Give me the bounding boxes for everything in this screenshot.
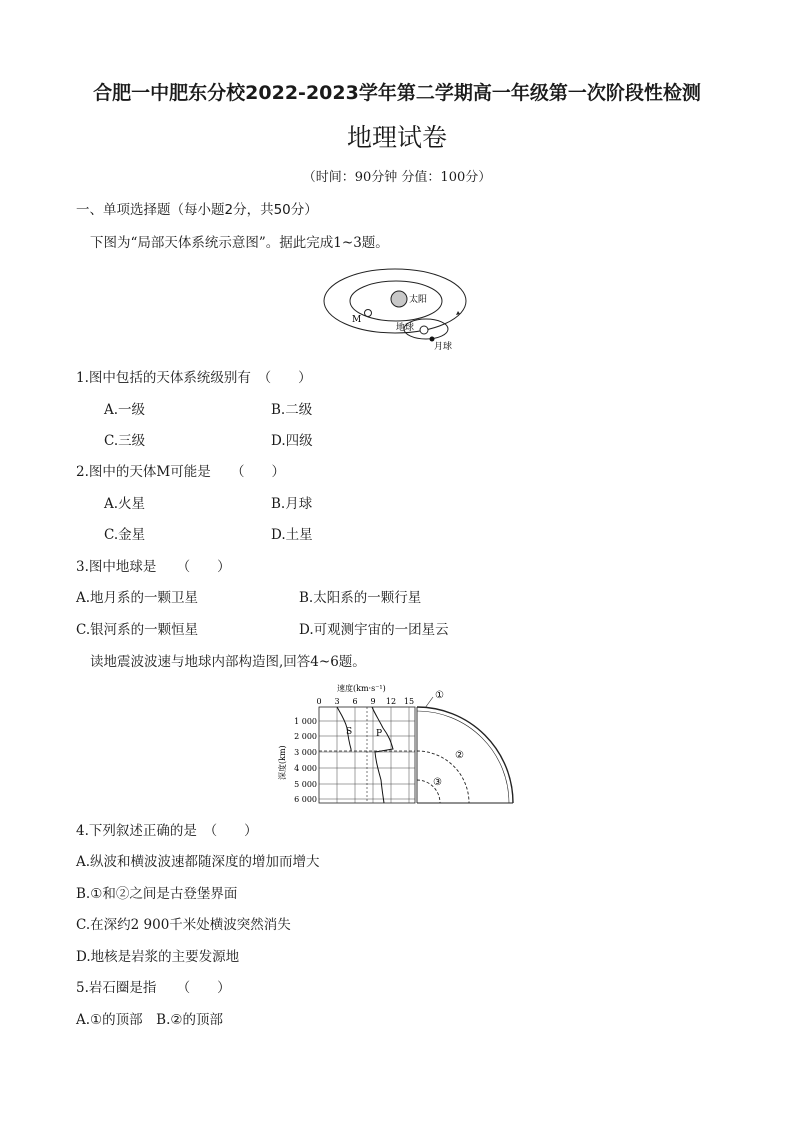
depth-tick: 1 000	[294, 717, 317, 726]
speed-ticks	[316, 697, 414, 706]
earth-icon	[420, 326, 428, 334]
sun-icon	[391, 291, 407, 307]
speed-tick: 6	[352, 697, 358, 706]
exam-meta: （时间：90分钟 分值：100分）	[302, 170, 492, 185]
q4-option-c: C.在深约2 900千米处横波突然消失	[76, 917, 291, 933]
figure2-intro: 读地震波波速与地球内部构造图,回答4~6题。	[90, 654, 366, 670]
depth-axis-label: 深度(km)	[278, 745, 287, 780]
q2-option-d: D.土星	[271, 527, 313, 543]
speed-axis-label: 速度(km·s⁻¹)	[337, 684, 386, 693]
q4-option-a: A.纵波和横波波速都随深度的增加而增大	[76, 854, 320, 870]
s-wave-label: S	[346, 727, 353, 737]
q1-option-c: C.三级	[104, 433, 146, 449]
seismic-wave-diagram	[275, 680, 520, 808]
exam-subject: 地理试卷	[346, 123, 447, 152]
speed-tick: 12	[385, 697, 397, 706]
depth-tick: 6 000	[294, 795, 317, 804]
q1-option-d: D.四级	[271, 433, 313, 449]
speed-tick: 9	[370, 697, 376, 706]
question-4-stem: 4.下列叙述正确的是 （ ）	[76, 823, 258, 839]
celestial-system-diagram	[320, 266, 475, 354]
earth-quarter-section	[417, 707, 513, 803]
q2-option-c: C.金星	[104, 527, 146, 543]
q4-option-d: D.地核是岩浆的主要发源地	[76, 949, 240, 965]
question-5-stem: 5.岩石圈是指 （ ）	[76, 980, 231, 996]
q3-option-c: C.银河系的一颗恒星	[76, 622, 199, 638]
earth-label: 地球	[396, 323, 415, 333]
p-wave-label: P	[376, 729, 383, 739]
depth-tick: 3 000	[294, 748, 317, 757]
speed-tick: 0	[316, 697, 322, 706]
question-1-stem: 1.图中包括的天体系统级别有 （ ）	[76, 370, 312, 386]
q1-option-a: A.一级	[104, 402, 146, 418]
speed-tick: 3	[334, 697, 340, 706]
moon-icon	[430, 337, 435, 342]
q2-option-a: A.火星	[104, 496, 146, 512]
exam-title: 合肥一中肥东分校2022-2023学年第二学期高一年级第一次阶段性检测	[93, 82, 701, 104]
depth-tick: 4 000	[294, 764, 317, 773]
planet-m-label: M	[352, 315, 362, 325]
section-heading: 一、单项选择题（每小题2分，共50分）	[76, 202, 318, 218]
layer-3-label: ③	[433, 777, 442, 788]
q1-option-b: B.二级	[271, 402, 313, 418]
figure1-intro: 下图为“局部天体系统示意图”。据此完成1~3题。	[90, 235, 389, 251]
q4-option-b: B.①和②之间是古登堡界面	[76, 886, 238, 902]
p-wave-curve	[372, 707, 393, 803]
sun-label: 太阳	[409, 295, 428, 305]
q3-option-a: A.地月系的一颗卫星	[76, 590, 199, 606]
question-3-stem: 3.图中地球是 （ ）	[76, 559, 231, 575]
depth-ticks	[294, 717, 317, 804]
speed-tick: 15	[403, 697, 415, 706]
moon-label: 月球	[434, 342, 453, 352]
label-1-leader	[425, 697, 433, 708]
q3-option-d: D.可观测宇宙的一团星云	[299, 622, 449, 638]
depth-tick: 2 000	[294, 732, 317, 741]
question-2-stem: 2.图中的天体M可能是 （ ）	[76, 464, 285, 480]
q2-option-b: B.月球	[271, 496, 313, 512]
planet-m-icon	[365, 310, 372, 317]
q5-option-ab: A.①的顶部 B.②的顶部	[76, 1012, 223, 1028]
q3-option-b: B.太阳系的一颗行星	[299, 590, 422, 606]
layer-2-label: ②	[455, 750, 464, 761]
depth-tick: 5 000	[294, 780, 317, 789]
layer-1-label: ①	[435, 690, 444, 701]
